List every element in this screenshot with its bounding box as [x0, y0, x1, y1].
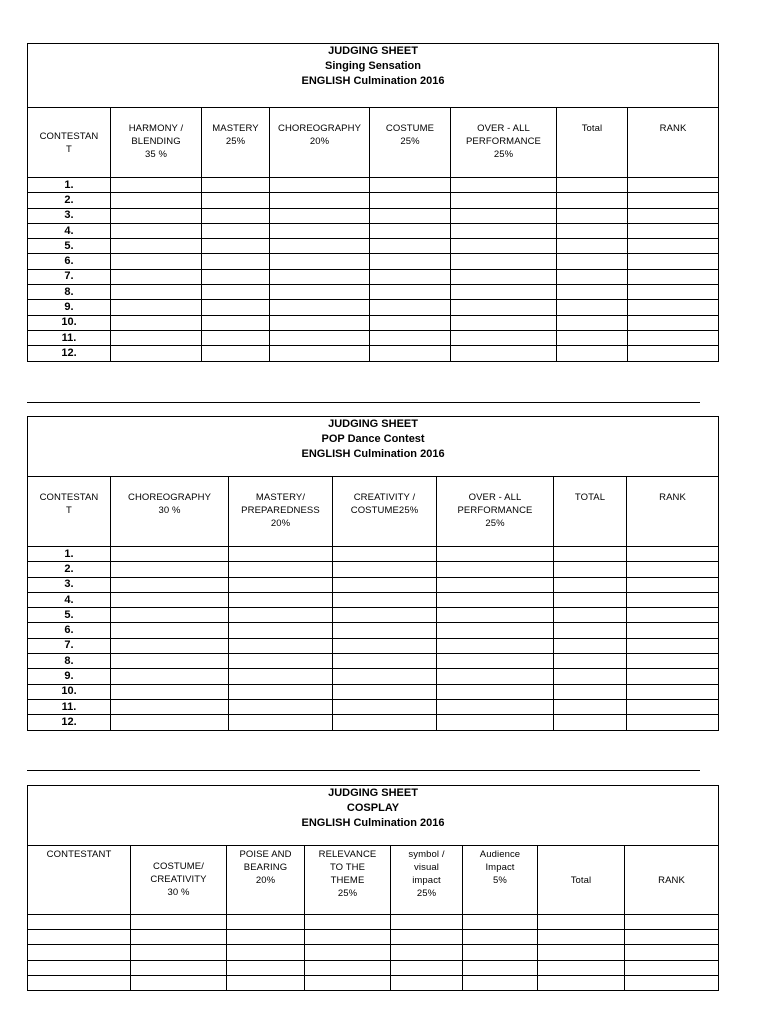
- score-cell[interactable]: [333, 592, 437, 607]
- score-cell[interactable]: [391, 960, 463, 975]
- table-row: [28, 608, 719, 623]
- table-row: [28, 346, 719, 361]
- score-cell[interactable]: [625, 915, 719, 930]
- score-cell[interactable]: [229, 654, 333, 669]
- score-cell[interactable]: [227, 915, 305, 930]
- contestant-number: 11.: [28, 699, 111, 714]
- header-harmony-blending: [111, 108, 202, 178]
- table-row: [28, 654, 719, 669]
- score-cell[interactable]: [437, 638, 554, 653]
- score-cell[interactable]: [437, 592, 554, 607]
- score-cell[interactable]: [370, 330, 451, 345]
- table-row: [28, 300, 719, 315]
- sheet-event-line: ENGLISH Culmination 2016: [301, 448, 445, 460]
- score-cell[interactable]: [628, 346, 719, 361]
- score-cell[interactable]: [111, 269, 202, 284]
- contestant-number: 5.: [28, 608, 111, 623]
- score-cell[interactable]: [628, 300, 719, 315]
- sheet-title-line: JUDGING SHEET: [328, 787, 418, 799]
- score-cell[interactable]: [227, 930, 305, 945]
- score-cell[interactable]: [270, 254, 370, 269]
- score-cell[interactable]: [628, 254, 719, 269]
- score-cell[interactable]: [557, 269, 628, 284]
- score-cell[interactable]: [111, 223, 202, 238]
- score-cell[interactable]: [627, 699, 719, 714]
- score-cell[interactable]: [111, 684, 229, 699]
- table-row: [28, 975, 719, 990]
- header-harmony-label: HARMONY / BLENDING 35 %: [128, 123, 184, 160]
- header-rank: RANK: [625, 846, 719, 915]
- score-cell[interactable]: [437, 547, 554, 562]
- score-cell[interactable]: [305, 930, 391, 945]
- score-cell[interactable]: [305, 915, 391, 930]
- table-row: [28, 960, 719, 975]
- score-cell[interactable]: [625, 960, 719, 975]
- score-cell[interactable]: [111, 208, 202, 223]
- table-row: [28, 285, 719, 300]
- score-cell[interactable]: [557, 193, 628, 208]
- score-rows: [28, 915, 719, 991]
- score-cell[interactable]: [202, 330, 270, 345]
- separator-line: [27, 770, 700, 771]
- score-cell[interactable]: [229, 562, 333, 577]
- score-cell[interactable]: [229, 684, 333, 699]
- score-cell[interactable]: [370, 178, 451, 193]
- header-costume: COSTUME 25%: [370, 108, 451, 178]
- sheet-event-line: ENGLISH Culmination 2016: [301, 817, 445, 829]
- score-cell[interactable]: [227, 960, 305, 975]
- score-cell[interactable]: [333, 547, 437, 562]
- sheet-event-line: ENGLISH Culmination 2016: [301, 75, 445, 87]
- sheet-title: [28, 417, 719, 477]
- score-cell[interactable]: [451, 330, 557, 345]
- score-cell[interactable]: [270, 300, 370, 315]
- score-cell[interactable]: [554, 684, 627, 699]
- score-cell[interactable]: [538, 945, 625, 960]
- score-cell[interactable]: [625, 945, 719, 960]
- score-cell[interactable]: [111, 608, 229, 623]
- contestant-number: [28, 915, 131, 930]
- header-contestant: CONTESTAN T: [28, 477, 111, 547]
- score-cell[interactable]: [111, 562, 229, 577]
- sheet-title: [28, 44, 719, 108]
- score-cell[interactable]: [305, 960, 391, 975]
- score-cell[interactable]: [628, 223, 719, 238]
- header-rank: RANK: [628, 108, 719, 178]
- score-cell[interactable]: [131, 975, 227, 990]
- score-cell[interactable]: [625, 975, 719, 990]
- score-cell[interactable]: [111, 715, 229, 730]
- header-total: Total: [557, 108, 628, 178]
- score-cell[interactable]: [370, 239, 451, 254]
- score-cell[interactable]: [557, 239, 628, 254]
- score-cell[interactable]: [557, 223, 628, 238]
- contestant-number: 1.: [28, 547, 111, 562]
- table-row: [28, 178, 719, 193]
- contestant-number: 10.: [28, 315, 111, 330]
- score-cell[interactable]: [627, 547, 719, 562]
- score-cell[interactable]: [131, 915, 227, 930]
- score-cell[interactable]: [202, 346, 270, 361]
- table-row: [28, 239, 719, 254]
- header-overall-performance: OVER - ALL PERFORMANCE 25%: [437, 477, 554, 547]
- contestant-number: 12.: [28, 346, 111, 361]
- header-symbol-visual-impact: symbol / visual impact 25%: [391, 846, 463, 915]
- score-cell[interactable]: [628, 269, 719, 284]
- header-poise-bearing: POISE AND BEARING 20%: [227, 846, 305, 915]
- table-row: [28, 623, 719, 638]
- score-cell[interactable]: [111, 178, 202, 193]
- contestant-number: [28, 975, 131, 990]
- table-row: [28, 208, 719, 223]
- score-cell[interactable]: [451, 285, 557, 300]
- score-cell[interactable]: [202, 315, 270, 330]
- score-cell[interactable]: [628, 285, 719, 300]
- score-cell[interactable]: [370, 208, 451, 223]
- score-cell[interactable]: [437, 623, 554, 638]
- score-cell[interactable]: [627, 638, 719, 653]
- table-row: [28, 223, 719, 238]
- score-cell[interactable]: [270, 285, 370, 300]
- score-cell[interactable]: [391, 915, 463, 930]
- score-cell[interactable]: [270, 178, 370, 193]
- sheet-subtitle-line: Singing Sensation: [325, 60, 421, 72]
- judging-sheet-cosplay: [27, 785, 719, 991]
- score-cell[interactable]: [111, 654, 229, 669]
- score-cell[interactable]: [111, 623, 229, 638]
- contestant-number: 1.: [28, 178, 111, 193]
- score-cell[interactable]: [437, 669, 554, 684]
- table-row: [28, 684, 719, 699]
- contestant-number: 6.: [28, 254, 111, 269]
- score-cell[interactable]: [111, 254, 202, 269]
- score-cell[interactable]: [628, 193, 719, 208]
- score-cell[interactable]: [554, 638, 627, 653]
- score-cell[interactable]: [437, 577, 554, 592]
- contestant-number: 8.: [28, 654, 111, 669]
- contestant-number: 12.: [28, 715, 111, 730]
- score-cell[interactable]: [451, 315, 557, 330]
- score-cell[interactable]: [437, 715, 554, 730]
- table-row: [28, 715, 719, 730]
- score-cell[interactable]: [270, 269, 370, 284]
- score-cell[interactable]: [229, 669, 333, 684]
- contestant-number: 7.: [28, 269, 111, 284]
- score-cell[interactable]: [333, 715, 437, 730]
- sheet-title: [28, 786, 719, 846]
- score-cell[interactable]: [554, 547, 627, 562]
- judging-sheet-singing: [27, 43, 719, 362]
- table-row: [28, 577, 719, 592]
- score-cell[interactable]: [229, 547, 333, 562]
- score-cell[interactable]: [370, 254, 451, 269]
- contestant-number: 4.: [28, 223, 111, 238]
- contestant-number: 8.: [28, 285, 111, 300]
- score-cell[interactable]: [627, 715, 719, 730]
- score-cell[interactable]: [111, 300, 202, 315]
- header-overall-performance: OVER - ALL PERFORMANCE 25%: [451, 108, 557, 178]
- score-cell[interactable]: [270, 239, 370, 254]
- score-cell[interactable]: [333, 562, 437, 577]
- sheet-subtitle-line: POP Dance Contest: [321, 433, 425, 445]
- score-cell[interactable]: [391, 930, 463, 945]
- score-cell[interactable]: [437, 684, 554, 699]
- score-cell[interactable]: [554, 577, 627, 592]
- score-cell[interactable]: [557, 300, 628, 315]
- score-cell[interactable]: [538, 960, 625, 975]
- judging-sheet-pop-dance: [27, 416, 719, 731]
- score-cell[interactable]: [229, 715, 333, 730]
- score-cell[interactable]: [557, 178, 628, 193]
- score-cell[interactable]: [131, 960, 227, 975]
- score-cell[interactable]: [111, 577, 229, 592]
- sheet-title-line: JUDGING SHEET: [328, 45, 418, 57]
- header-relevance-theme: RELEVANCE TO THE THEME 25%: [305, 846, 391, 915]
- table-row: [28, 547, 719, 562]
- score-cell[interactable]: [111, 699, 229, 714]
- score-cell[interactable]: [202, 208, 270, 223]
- score-cell[interactable]: [538, 975, 625, 990]
- score-rows: [28, 547, 719, 731]
- score-cell[interactable]: [333, 684, 437, 699]
- score-cell[interactable]: [333, 654, 437, 669]
- score-cell[interactable]: [111, 239, 202, 254]
- score-rows: [28, 178, 719, 362]
- contestant-number: 4.: [28, 592, 111, 607]
- score-cell[interactable]: [627, 623, 719, 638]
- score-cell[interactable]: [370, 223, 451, 238]
- contestant-number: 3.: [28, 577, 111, 592]
- header-costume-creativity: COSTUME/ CREATIVITY 30 %: [131, 846, 227, 915]
- score-cell[interactable]: [202, 223, 270, 238]
- contestant-number: 6.: [28, 623, 111, 638]
- score-cell[interactable]: [270, 330, 370, 345]
- score-cell[interactable]: [270, 193, 370, 208]
- score-cell[interactable]: [451, 223, 557, 238]
- score-cell[interactable]: [111, 547, 229, 562]
- contestant-number: 11.: [28, 330, 111, 345]
- score-cell[interactable]: [628, 315, 719, 330]
- contestant-number: 10.: [28, 684, 111, 699]
- contestant-number: 3.: [28, 208, 111, 223]
- contestant-number: 2.: [28, 193, 111, 208]
- table-row: [28, 930, 719, 945]
- score-cell[interactable]: [370, 193, 451, 208]
- score-cell[interactable]: [627, 592, 719, 607]
- score-cell[interactable]: [554, 562, 627, 577]
- score-cell[interactable]: [229, 608, 333, 623]
- score-cell[interactable]: [627, 684, 719, 699]
- score-cell[interactable]: [111, 193, 202, 208]
- score-cell[interactable]: [370, 285, 451, 300]
- header-choreography: CHOREOGRAPHY 30 %: [111, 477, 229, 547]
- score-cell[interactable]: [111, 315, 202, 330]
- score-cell[interactable]: [628, 208, 719, 223]
- score-cell[interactable]: [557, 330, 628, 345]
- contestant-number: 7.: [28, 638, 111, 653]
- score-cell[interactable]: [305, 975, 391, 990]
- score-cell[interactable]: [538, 930, 625, 945]
- score-cell[interactable]: [227, 975, 305, 990]
- score-cell[interactable]: [391, 945, 463, 960]
- header-creativity-costume: CREATIVITY / COSTUME25%: [333, 477, 437, 547]
- score-cell[interactable]: [333, 623, 437, 638]
- score-cell[interactable]: [557, 254, 628, 269]
- header-audience-impact: Audience Impact 5%: [463, 846, 538, 915]
- score-cell[interactable]: [333, 699, 437, 714]
- score-cell[interactable]: [202, 285, 270, 300]
- score-cell[interactable]: [111, 669, 229, 684]
- score-cell[interactable]: [370, 315, 451, 330]
- score-cell[interactable]: [333, 669, 437, 684]
- score-cell[interactable]: [451, 346, 557, 361]
- header-total: Total: [538, 846, 625, 915]
- contestant-number: 9.: [28, 300, 111, 315]
- score-cell[interactable]: [627, 608, 719, 623]
- table-row: [28, 562, 719, 577]
- table-row: [28, 330, 719, 345]
- score-cell[interactable]: [202, 193, 270, 208]
- score-cell[interactable]: [463, 930, 538, 945]
- score-cell[interactable]: [463, 915, 538, 930]
- table-row: [28, 592, 719, 607]
- score-cell[interactable]: [111, 330, 202, 345]
- contestant-number: [28, 960, 131, 975]
- score-cell[interactable]: [131, 930, 227, 945]
- score-cell[interactable]: [451, 178, 557, 193]
- score-cell[interactable]: [202, 239, 270, 254]
- separator-line: [27, 402, 700, 403]
- score-cell[interactable]: [554, 654, 627, 669]
- score-cell[interactable]: [557, 285, 628, 300]
- score-cell[interactable]: [111, 592, 229, 607]
- header-mastery-preparedness: MASTERY/ PREPAREDNESS 20%: [229, 477, 333, 547]
- score-cell[interactable]: [270, 346, 370, 361]
- table-row: [28, 269, 719, 284]
- header-rank: RANK: [627, 477, 719, 547]
- score-cell[interactable]: [437, 654, 554, 669]
- score-cell[interactable]: [628, 239, 719, 254]
- table-row: [28, 915, 719, 930]
- score-cell[interactable]: [370, 269, 451, 284]
- score-cell[interactable]: [229, 699, 333, 714]
- score-cell[interactable]: [628, 330, 719, 345]
- score-cell[interactable]: [463, 975, 538, 990]
- score-cell[interactable]: [202, 269, 270, 284]
- score-cell[interactable]: [627, 562, 719, 577]
- score-cell[interactable]: [229, 638, 333, 653]
- table-row: [28, 669, 719, 684]
- score-cell[interactable]: [202, 178, 270, 193]
- score-cell[interactable]: [229, 577, 333, 592]
- header-contestant: CONTESTANT: [28, 846, 131, 915]
- score-cell[interactable]: [463, 960, 538, 975]
- header-mastery: MASTERY 25%: [202, 108, 270, 178]
- score-cell[interactable]: [333, 577, 437, 592]
- score-cell[interactable]: [111, 638, 229, 653]
- score-cell[interactable]: [627, 669, 719, 684]
- score-cell[interactable]: [451, 208, 557, 223]
- score-cell[interactable]: [437, 608, 554, 623]
- score-cell[interactable]: [227, 945, 305, 960]
- score-cell[interactable]: [451, 254, 557, 269]
- score-cell[interactable]: [557, 346, 628, 361]
- score-cell[interactable]: [538, 915, 625, 930]
- contestant-number: 9.: [28, 669, 111, 684]
- sheet-title-line: JUDGING SHEET: [328, 418, 418, 430]
- score-cell[interactable]: [270, 223, 370, 238]
- score-cell[interactable]: [333, 608, 437, 623]
- table-row: [28, 945, 719, 960]
- score-cell[interactable]: [305, 945, 391, 960]
- score-cell[interactable]: [554, 592, 627, 607]
- score-cell[interactable]: [131, 945, 227, 960]
- table-row: [28, 699, 719, 714]
- table-row: [28, 315, 719, 330]
- score-cell[interactable]: [229, 623, 333, 638]
- score-cell[interactable]: [557, 208, 628, 223]
- score-cell[interactable]: [391, 975, 463, 990]
- table-row: [28, 193, 719, 208]
- score-cell[interactable]: [554, 715, 627, 730]
- table-row: [28, 638, 719, 653]
- score-cell[interactable]: [451, 300, 557, 315]
- score-cell[interactable]: [463, 945, 538, 960]
- score-cell[interactable]: [451, 193, 557, 208]
- score-cell[interactable]: [270, 315, 370, 330]
- score-cell[interactable]: [554, 623, 627, 638]
- score-cell[interactable]: [111, 285, 202, 300]
- score-cell[interactable]: [437, 699, 554, 714]
- contestant-number: 2.: [28, 562, 111, 577]
- score-cell[interactable]: [628, 178, 719, 193]
- contestant-number: [28, 930, 131, 945]
- score-cell[interactable]: [229, 592, 333, 607]
- score-cell[interactable]: [333, 638, 437, 653]
- score-cell[interactable]: [557, 315, 628, 330]
- score-cell[interactable]: [270, 208, 370, 223]
- header-total: TOTAL: [554, 477, 627, 547]
- score-cell[interactable]: [554, 699, 627, 714]
- sheet-subtitle-line: COSPLAY: [346, 802, 400, 814]
- score-cell[interactable]: [451, 269, 557, 284]
- score-cell[interactable]: [451, 239, 557, 254]
- score-cell[interactable]: [202, 254, 270, 269]
- score-cell[interactable]: [627, 654, 719, 669]
- score-cell[interactable]: [627, 577, 719, 592]
- score-cell[interactable]: [202, 300, 270, 315]
- score-cell[interactable]: [370, 300, 451, 315]
- score-cell[interactable]: [554, 608, 627, 623]
- score-cell[interactable]: [625, 930, 719, 945]
- contestant-number: 5.: [28, 239, 111, 254]
- score-cell[interactable]: [111, 346, 202, 361]
- table-row: [28, 254, 719, 269]
- header-contestant: CONTESTAN T: [28, 108, 111, 178]
- header-choreography: CHOREOGRAPHY 20%: [270, 108, 370, 178]
- score-cell[interactable]: [554, 669, 627, 684]
- score-cell[interactable]: [370, 346, 451, 361]
- score-cell[interactable]: [437, 562, 554, 577]
- contestant-number: [28, 945, 131, 960]
